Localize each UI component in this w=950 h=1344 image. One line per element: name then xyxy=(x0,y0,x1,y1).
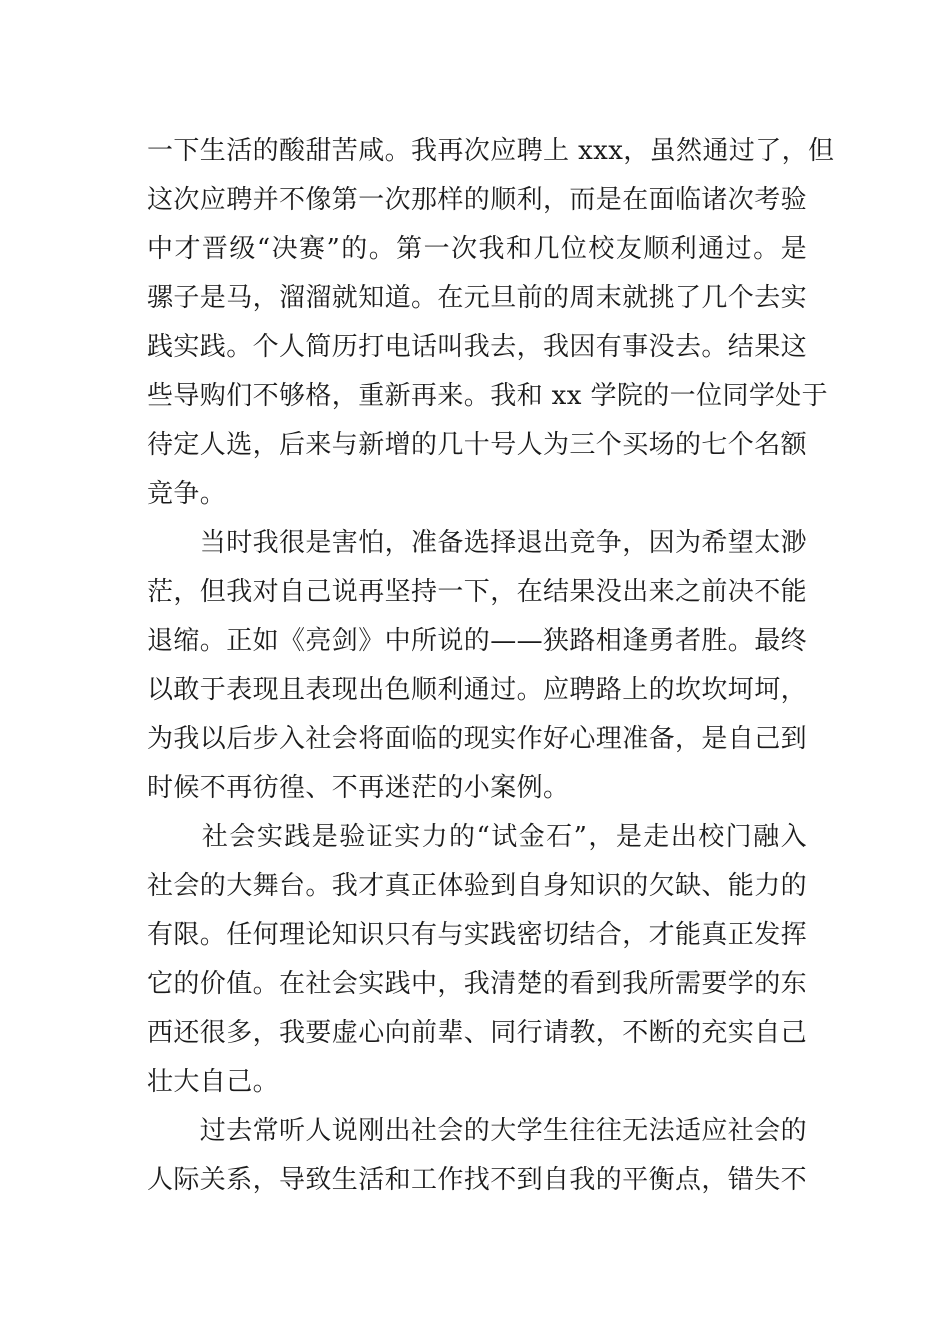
text-line: 它的价值。在社会实践中，我清楚的看到我所需要学的东 xyxy=(147,969,808,999)
text-line: 时候不再彷徨、不再迷茫的小案例。 xyxy=(147,773,570,803)
text-line: 些导购们不够格，重新再来。我和 xx 学院的一位同学处于 xyxy=(147,381,829,411)
text-line: 过去常听人说刚出社会的大学生往往无法适应社会的 xyxy=(147,1116,808,1146)
paragraph-3 xyxy=(147,813,807,1107)
text-line: 骡子是马，溜溜就知道。在元旦前的周末就挑了几个去实 xyxy=(147,283,808,313)
text-line: 西还很多，我要虚心向前辈、同行请教，不断的充实自己 xyxy=(147,1018,808,1048)
text-line: 社会实践是验证实力的“试金石”，是走出校门融入 xyxy=(147,822,807,852)
text-line: 人际关系，导致生活和工作找不到自我的平衡点，错失不 xyxy=(147,1165,808,1195)
text-line: 中才晋级“决赛”的。第一次我和几位校友顺利通过。是 xyxy=(147,234,807,264)
text-line: 这次应聘并不像第一次那样的顺利，而是在面临诸次考验 xyxy=(147,185,808,215)
text-line: 竞争。 xyxy=(147,479,227,509)
text-line: 社会的大舞台。我才真正体验到自身知识的欠缺、能力的 xyxy=(147,871,808,901)
document-body xyxy=(147,127,835,1205)
paragraph-4 xyxy=(147,1107,807,1205)
text-line: 为我以后步入社会将面临的现实作好心理准备，是自己到 xyxy=(147,724,808,754)
text-line: 待定人选，后来与新增的几十号人为三个买场的七个名额 xyxy=(147,430,808,460)
text-line: 茫，但我对自己说再坚持一下，在结果没出来之前决不能 xyxy=(147,577,808,607)
text-line: 一下生活的酸甜苦咸。我再次应聘上 xxx，虽然通过了，但 xyxy=(147,136,835,166)
text-line: 当时我很是害怕，准备选择退出竞争，因为希望太渺 xyxy=(147,528,808,558)
text-line: 以敢于表现且表现出色顺利通过。应聘路上的坎坎坷坷， xyxy=(147,675,808,705)
text-line: 壮大自己。 xyxy=(147,1067,280,1097)
paragraph-1 xyxy=(147,127,835,519)
text-line: 有限。任何理论知识只有与实践密切结合，才能真正发挥 xyxy=(147,920,808,950)
text-line: 践实践。个人简历打电话叫我去，我因有事没去。结果这 xyxy=(147,332,808,362)
text-line: 退缩。正如《亮剑》中所说的——狭路相逢勇者胜。最终 xyxy=(147,626,808,656)
paragraph-2 xyxy=(147,519,807,813)
